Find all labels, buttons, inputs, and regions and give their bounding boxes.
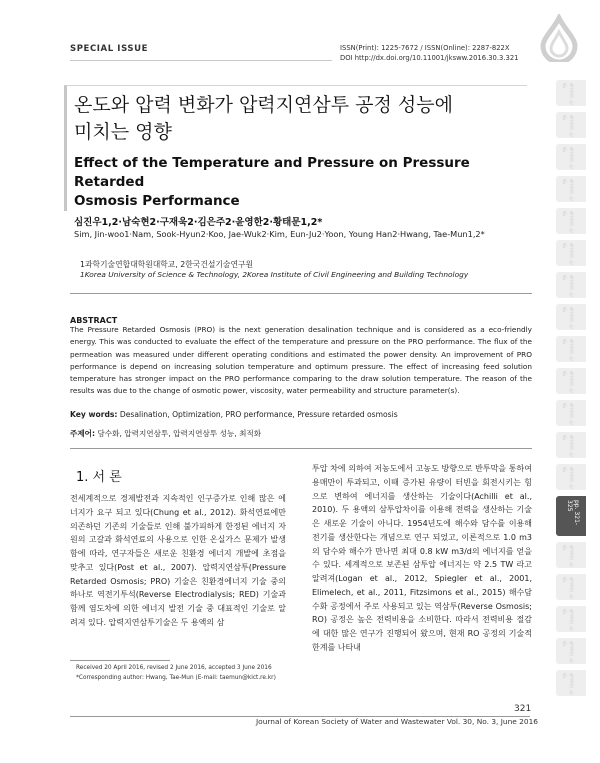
side-tab[interactable] [556, 208, 586, 234]
side-tab-current[interactable] [556, 496, 586, 536]
corresponding-author: *Corresponding author: Hwang, Tae-Mun (E-mail: taemun@kict.re.kr) [76, 675, 276, 681]
body-column-right: 투압 차에 의하여 저농도에서 고농도 방향으로 반투막을 통하여 용매만이 투과되고, 이때 증가된 유량이 터빈을 회전시키는 힘으로 변하여 에너지를 생산하는 기술이다(Achilli et al., 2010). 두 용액의 삼투압차이를 이용해 전력을 생산하는 기술은 새로운 기술이 아니다. 1954년도에 해수와 담수를 이용해 전기를 생산한다는 개념으로 연구 되었고, 이론적으로 1.0 m3의 담수와 해수가 만나면 최대 0.8 kW m3/d의 에너지를 얻을 수 있다. 세계적으로 보존된 삼투압 에너지는 약 2.5 TW 라고 알려져(Logan et al., 2012, Spiegler et al., 2001, Elimelech, et al., 2011, Fitzsimons et al., 2015) 해수담수화 공정에서 주로 사용되고 있는 역삼투(Reverse Osmosis; RO) 공정은 높은 전력비용을 소비한다. 따라서 전력비용 절감에 대한 많은 연구가 진행되어 왔으며, 현재 RO 공정의 기술적 한계를 나타내 [312, 464, 532, 652]
affiliation-divider [70, 293, 532, 294]
footnote-divider [70, 660, 170, 661]
keywords-korean-label: 주제어: [70, 429, 96, 438]
journal-citation: Journal of Korean Society of Water and Wastewater Vol. 30, No. 3, June 2016 [256, 717, 538, 726]
side-tab[interactable] [556, 464, 586, 490]
side-tab-label: 특집호 논문 [561, 403, 574, 425]
water-drop-logo-icon [535, 14, 583, 62]
side-tab-label: 특집호 논문 [561, 467, 574, 489]
english-title [74, 154, 504, 211]
korean-title-line1: 온도와 압력 변화가 압력지연삼투 공정 성능에 [74, 94, 453, 116]
page-number: 321 [514, 704, 532, 714]
side-tab-label: 특집호 논문 [561, 545, 574, 567]
side-tab[interactable] [556, 176, 586, 202]
english-title-line1: Effect of the Temperature and Pressure on Pressure Retarded [74, 155, 470, 190]
side-tab-label: 특집호 논문 [561, 179, 574, 201]
side-tab-label: 특집호 논문 [561, 83, 574, 105]
side-tab-label: 특집호 논문 [561, 211, 574, 233]
header-divider [70, 60, 332, 61]
affiliations-english: 1Korea University of Science & Technology, 2Korea Institute of Civil Engineering and Building Technology [80, 270, 469, 279]
side-tab[interactable] [556, 144, 586, 170]
body-divider [70, 448, 532, 449]
side-tab[interactable] [556, 304, 586, 330]
keywords-text: Desalination, Optimization, PRO performance, Pressure retarded osmosis [119, 410, 398, 419]
authors-korean: 심진우1,2·남숙현2·구재욱2·김은주2·윤영한2·황태문1,2* [74, 217, 323, 228]
keywords [70, 410, 532, 419]
side-tab-label: 특집호 논문 [561, 609, 574, 631]
side-tab-label: pp. 321-325 [566, 500, 580, 526]
keywords-label: Key words: [70, 410, 118, 419]
side-tab[interactable] [556, 112, 586, 138]
body-column-left: 전세계적으로 경제발전과 지속적인 인구증가로 인해 많은 에너지가 요구 되고 있다(Chung et al., 2012). 화석연료에만 의존하던 기존의 기술들로 인해 불가피하게 한정된 에너지 자원의 고갈과 화석연료의 사용으로 인한 온실가스 문제가 발생함에 따라, 연구자들은 새로운 친환경 에너지 개발에 초점을 맞추고 있다(Post et al., 2007). 압력지연삼투(Pressure Retarded Osmosis; PRO) 기술은 친환경에너지 기술 중의 하나로 역전기투석(Reverse Electrodialysis; RED) 기술과 함께 염도차에 의한 에너지 발전 기술 중 대표적인 기술로 알려져 있다. 압력지연삼투기술은 두 용액의 삼 [70, 494, 286, 627]
doi-link[interactable]: DOI http://dx.doi.org/10.11001/jksww.2016.30.3.321 [340, 54, 519, 62]
side-tab[interactable] [556, 606, 586, 632]
side-tab[interactable] [556, 336, 586, 362]
issn-line: ISSN(Print): 1225-7672 / ISSN(Online): 2287-822X [340, 44, 510, 52]
side-tab-label: 특집호 논문 [561, 673, 574, 695]
side-tab-label: 특집호 논문 [561, 147, 574, 169]
side-tab[interactable] [556, 240, 586, 266]
side-tab-label: 특집호 논문 [561, 641, 574, 663]
side-tab[interactable] [556, 80, 586, 106]
side-tab-strip [550, 80, 600, 700]
section-label: SPECIAL ISSUE [70, 44, 149, 54]
side-tab-label: 특집호 논문 [561, 577, 574, 599]
side-tab-label: 특집호 논문 [561, 243, 574, 265]
affiliations-korean: 1과학기술연합대학원대학교, 2한국건설기술연구원 [80, 260, 254, 269]
authors-english: Sim, Jin-woo1·Nam, Sook-Hyun2·Koo, Jae-Wuk2·Kim, Eun-Ju2·Yoon, Young Han2·Hwang, Tae-Mun1,2* [74, 229, 485, 239]
side-tab-label: 특집호 논문 [561, 339, 574, 361]
abstract-heading: ABSTRACT [70, 316, 118, 325]
issn-doi-block [340, 43, 519, 63]
keywords-korean [70, 428, 261, 439]
keywords-korean-text: 담수화, 압력지연삼투, 압력지연삼투 성능, 최적화 [97, 429, 262, 438]
side-tab[interactable] [556, 400, 586, 426]
side-tab[interactable] [556, 368, 586, 394]
side-tab-label: 특집호 논문 [561, 435, 574, 457]
side-tab[interactable] [556, 638, 586, 664]
korean-title [74, 92, 514, 146]
section-heading: 1. 서 론 [76, 470, 122, 485]
side-tab-label: 특집호 논문 [561, 307, 574, 329]
side-tab[interactable] [556, 542, 586, 568]
side-tab-label: 특집호 논문 [561, 371, 574, 393]
english-title-line2: Osmosis Performance [74, 193, 240, 209]
side-tab[interactable] [556, 272, 586, 298]
footnote [76, 663, 276, 683]
side-tab-label: 특집호 논문 [561, 275, 574, 297]
side-tab[interactable] [556, 432, 586, 458]
side-tab[interactable] [556, 670, 586, 696]
abstract-text: The Pressure Retarded Osmosis (PRO) is the next generation desalination technique and is considered as a eco-friendly energy. This was conducted to evaluate the effect of the temperature and pressure on the PRO performance. The flux of the permeation was measured under different operating conditions and estimated the power density. An improvement of PRO performance is depend on increasing solution temperature and optimum pressure. The effect of increasing feed solution temperature has stronger impact on the PRO performance comparing to the draw solution temperature. The reason of the results was due to the change of osmotic power, viscosity, water permeability and structure parameter(s). [70, 325, 532, 396]
side-tab-label: 특집호 논문 [561, 115, 574, 137]
received-dates: Received 20 April 2016, revised 2 June 2016, accepted 3 June 2016 [76, 665, 272, 671]
side-tab[interactable] [556, 574, 586, 600]
korean-title-line2: 미치는 영향 [74, 121, 172, 143]
